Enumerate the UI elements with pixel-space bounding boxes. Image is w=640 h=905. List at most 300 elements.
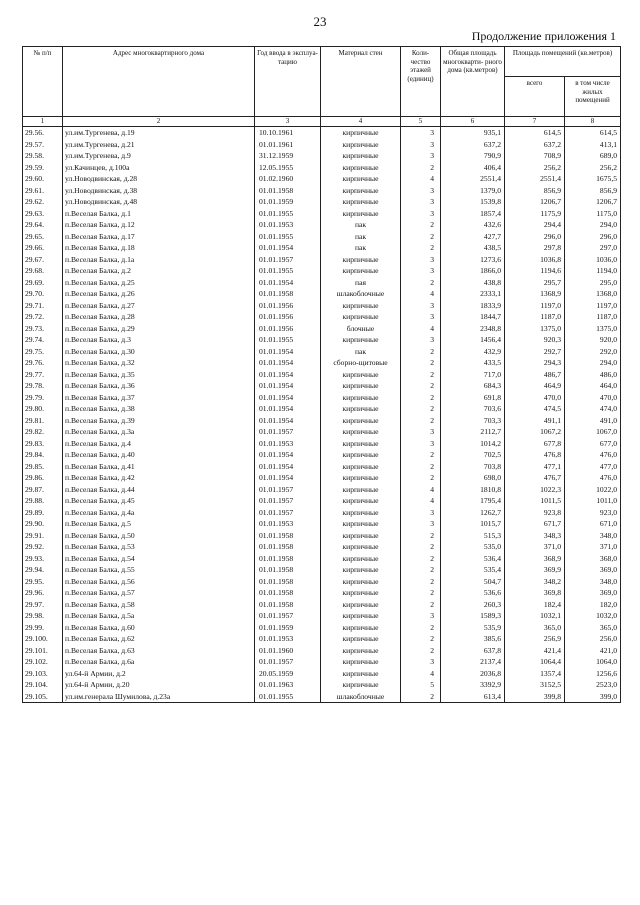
row-premises-total: 1067,2 — [505, 426, 565, 438]
row-premises-total: 920,3 — [505, 334, 565, 346]
row-floors: 3 — [401, 254, 441, 266]
row-total-area: 1456,4 — [441, 334, 505, 346]
row-wall-material: пак — [321, 219, 401, 231]
row-year: 01.01.1954 — [255, 380, 321, 392]
row-premises-total: 1036,8 — [505, 254, 565, 266]
table-row — [23, 484, 621, 496]
row-total-area: 1014,2 — [441, 438, 505, 450]
column-number: 6 — [441, 117, 505, 127]
row-wall-material: кирпичные — [321, 150, 401, 162]
row-year: 01.01.1954 — [255, 357, 321, 369]
row-number: 29.77. — [23, 369, 63, 381]
row-premises-total: 476,8 — [505, 449, 565, 461]
row-wall-material: кирпичные — [321, 334, 401, 346]
row-premises-residential: 294,0 — [565, 219, 621, 231]
row-total-area: 2551,4 — [441, 173, 505, 185]
row-premises-total: 1357,4 — [505, 668, 565, 680]
row-total-area: 637,8 — [441, 645, 505, 657]
row-premises-total: 348,3 — [505, 530, 565, 542]
row-floors: 3 — [401, 150, 441, 162]
row-premises-total: 923,8 — [505, 507, 565, 519]
row-wall-material: кирпичные — [321, 530, 401, 542]
table-row — [23, 507, 621, 519]
row-address: п.Веселая Балка, д.30 — [63, 346, 255, 358]
row-number: 29.90. — [23, 518, 63, 530]
row-wall-material: кирпичные — [321, 265, 401, 277]
row-total-area: 637,2 — [441, 139, 505, 151]
table-row — [23, 288, 621, 300]
row-premises-total: 256,2 — [505, 162, 565, 174]
row-year: 01.01.1954 — [255, 242, 321, 254]
row-premises-residential: 368,0 — [565, 553, 621, 565]
row-wall-material: кирпичные — [321, 403, 401, 415]
row-address: п.Веселая Балка, д.60 — [63, 622, 255, 634]
row-total-area: 613,4 — [441, 691, 505, 703]
row-floors: 2 — [401, 553, 441, 565]
row-premises-residential: 1032,0 — [565, 610, 621, 622]
table-row — [23, 334, 621, 346]
row-address: п.Веселая Балка, д.12 — [63, 219, 255, 231]
row-number: 29.78. — [23, 380, 63, 392]
row-number: 29.87. — [23, 484, 63, 496]
row-number: 29.82. — [23, 426, 63, 438]
row-wall-material: кирпичные — [321, 495, 401, 507]
row-year: 01.01.1955 — [255, 691, 321, 703]
row-address: п.Веселая Балка, д.44 — [63, 484, 255, 496]
row-floors: 2 — [401, 392, 441, 404]
row-total-area: 2036,8 — [441, 668, 505, 680]
row-address: п.Веселая Балка, д.6а — [63, 656, 255, 668]
row-floors: 2 — [401, 587, 441, 599]
table-row — [23, 219, 621, 231]
row-number: 29.72. — [23, 311, 63, 323]
row-wall-material: кирпичные — [321, 610, 401, 622]
row-wall-material: кирпичные — [321, 127, 401, 139]
row-wall-material: пак — [321, 242, 401, 254]
row-premises-residential: 1022,0 — [565, 484, 621, 496]
table-row — [23, 530, 621, 542]
table-row — [23, 599, 621, 611]
table-row — [23, 587, 621, 599]
row-premises-residential: 297,0 — [565, 242, 621, 254]
table-row — [23, 564, 621, 576]
row-premises-residential: 1368,0 — [565, 288, 621, 300]
page-number: 23 — [313, 14, 327, 29]
row-total-area: 535,0 — [441, 541, 505, 553]
row-year: 01.01.1953 — [255, 633, 321, 645]
row-address: п.Веселая Балка, д.27 — [63, 300, 255, 312]
row-number: 29.73. — [23, 323, 63, 335]
row-floors: 4 — [401, 668, 441, 680]
row-premises-residential: 348,0 — [565, 576, 621, 588]
row-floors: 3 — [401, 518, 441, 530]
row-wall-material: кирпичные — [321, 461, 401, 473]
table-row — [23, 691, 621, 703]
row-floors: 3 — [401, 656, 441, 668]
row-total-area: 717,0 — [441, 369, 505, 381]
row-premises-total: 671,7 — [505, 518, 565, 530]
row-address: п.Веселая Балка, д.17 — [63, 231, 255, 243]
row-premises-residential: 256,0 — [565, 633, 621, 645]
row-address: п.Веселая Балка, д.53 — [63, 541, 255, 553]
row-number: 29.104. — [23, 679, 63, 691]
row-wall-material: кирпичные — [321, 484, 401, 496]
row-number: 29.105. — [23, 691, 63, 703]
row-wall-material: кирпичные — [321, 162, 401, 174]
row-floors: 4 — [401, 495, 441, 507]
row-number: 29.61. — [23, 185, 63, 197]
row-premises-residential: 1194,0 — [565, 265, 621, 277]
row-address: ул.им.Тургенева, д.19 — [63, 127, 255, 139]
row-number: 29.94. — [23, 564, 63, 576]
table-row — [23, 668, 621, 680]
row-year: 01.01.1956 — [255, 323, 321, 335]
table-row — [23, 622, 621, 634]
row-premises-residential: 2523,0 — [565, 679, 621, 691]
row-address: п.Веселая Балка, д.32 — [63, 357, 255, 369]
row-number: 29.70. — [23, 288, 63, 300]
row-year: 01.01.1955 — [255, 334, 321, 346]
row-address: п.Веселая Балка, д.38 — [63, 403, 255, 415]
row-wall-material: кирпичные — [321, 369, 401, 381]
row-year: 01.01.1958 — [255, 553, 321, 565]
table-row — [23, 518, 621, 530]
row-floors: 2 — [401, 622, 441, 634]
row-premises-residential: 856,9 — [565, 185, 621, 197]
header-premises-residential: в том числе жилых помещений — [565, 77, 621, 117]
row-address: п.Веселая Балка, д.4а — [63, 507, 255, 519]
table-row — [23, 645, 621, 657]
row-floors: 2 — [401, 219, 441, 231]
row-total-area: 535,4 — [441, 564, 505, 576]
row-wall-material: кирпичные — [321, 587, 401, 599]
row-wall-material: пая — [321, 277, 401, 289]
row-number: 29.62. — [23, 196, 63, 208]
row-year: 01.01.1958 — [255, 564, 321, 576]
row-year: 01.01.1954 — [255, 369, 321, 381]
row-premises-residential: 1256,6 — [565, 668, 621, 680]
row-premises-total: 677,8 — [505, 438, 565, 450]
row-floors: 4 — [401, 288, 441, 300]
row-address: п.Веселая Балка, д.18 — [63, 242, 255, 254]
row-wall-material: кирпичные — [321, 196, 401, 208]
row-year: 10.10.1961 — [255, 127, 321, 139]
row-total-area: 406,4 — [441, 162, 505, 174]
row-total-area: 935,1 — [441, 127, 505, 139]
row-year: 31.12.1959 — [255, 150, 321, 162]
row-floors: 2 — [401, 415, 441, 427]
row-address: ул.Новодвинская, д.28 — [63, 173, 255, 185]
row-total-area: 1857,4 — [441, 208, 505, 220]
table-row — [23, 196, 621, 208]
row-number: 29.102. — [23, 656, 63, 668]
row-year: 01.01.1958 — [255, 541, 321, 553]
row-floors: 2 — [401, 346, 441, 358]
row-year: 01.01.1954 — [255, 277, 321, 289]
row-number: 29.84. — [23, 449, 63, 461]
row-premises-residential: 371,0 — [565, 541, 621, 553]
row-wall-material: кирпичные — [321, 392, 401, 404]
row-total-area: 260,3 — [441, 599, 505, 611]
column-number: 1 — [23, 117, 63, 127]
row-wall-material: кирпичные — [321, 645, 401, 657]
column-number: 5 — [401, 117, 441, 127]
row-year: 01.01.1954 — [255, 392, 321, 404]
row-number: 29.57. — [23, 139, 63, 151]
row-number: 29.79. — [23, 392, 63, 404]
row-premises-total: 1206,7 — [505, 196, 565, 208]
header-premises-all: всего — [505, 77, 565, 117]
row-floors: 2 — [401, 472, 441, 484]
row-address: п.Веселая Балка, д.3 — [63, 334, 255, 346]
row-address: п.Веселая Балка, д.26 — [63, 288, 255, 300]
row-premises-residential: 474,0 — [565, 403, 621, 415]
table-row — [23, 679, 621, 691]
row-number: 29.68. — [23, 265, 63, 277]
row-total-area: 684,3 — [441, 380, 505, 392]
row-total-area: 1539,8 — [441, 196, 505, 208]
row-floors: 3 — [401, 265, 441, 277]
row-floors: 2 — [401, 530, 441, 542]
row-total-area: 790,9 — [441, 150, 505, 162]
row-address: п.Веселая Балка, д.2 — [63, 265, 255, 277]
row-floors: 2 — [401, 645, 441, 657]
row-premises-total: 1032,1 — [505, 610, 565, 622]
row-premises-total: 486,7 — [505, 369, 565, 381]
row-premises-total: 368,9 — [505, 553, 565, 565]
row-number: 29.76. — [23, 357, 63, 369]
row-floors: 2 — [401, 541, 441, 553]
header-material: Материал стен — [321, 47, 401, 117]
table-row — [23, 610, 621, 622]
row-total-area: 438,8 — [441, 277, 505, 289]
row-number: 29.103. — [23, 668, 63, 680]
row-year: 01.01.1953 — [255, 438, 321, 450]
row-floors: 3 — [401, 311, 441, 323]
row-address: п.Веселая Балка, д.25 — [63, 277, 255, 289]
row-premises-residential: 256,2 — [565, 162, 621, 174]
table-body — [23, 127, 621, 703]
apartment-buildings-table — [22, 46, 621, 703]
row-premises-total: 348,2 — [505, 576, 565, 588]
row-floors: 2 — [401, 369, 441, 381]
table-row — [23, 277, 621, 289]
table-row — [23, 472, 621, 484]
row-number: 29.101. — [23, 645, 63, 657]
row-premises-residential: 296,0 — [565, 231, 621, 243]
row-address: ул.Новодвинская, д.48 — [63, 196, 255, 208]
row-premises-residential: 413,1 — [565, 139, 621, 151]
row-floors: 3 — [401, 185, 441, 197]
row-premises-residential: 369,0 — [565, 587, 621, 599]
row-wall-material: шлакоблочные — [321, 288, 401, 300]
row-floors: 4 — [401, 484, 441, 496]
row-year: 01.01.1956 — [255, 311, 321, 323]
row-total-area: 433,5 — [441, 357, 505, 369]
table-row — [23, 576, 621, 588]
table-row — [23, 242, 621, 254]
row-wall-material: кирпичные — [321, 380, 401, 392]
row-floors: 2 — [401, 162, 441, 174]
row-floors: 2 — [401, 380, 441, 392]
row-address: п.Веселая Балка, д.4 — [63, 438, 255, 450]
row-year: 01.01.1953 — [255, 219, 321, 231]
row-year: 01.01.1957 — [255, 484, 321, 496]
row-wall-material: кирпичные — [321, 656, 401, 668]
row-year: 01.01.1954 — [255, 346, 321, 358]
row-floors: 2 — [401, 564, 441, 576]
row-address: п.Веселая Балка, д.40 — [63, 449, 255, 461]
row-total-area: 432,6 — [441, 219, 505, 231]
row-wall-material: кирпичные — [321, 139, 401, 151]
column-number-row — [23, 117, 621, 127]
table-row — [23, 300, 621, 312]
row-number: 29.86. — [23, 472, 63, 484]
row-premises-residential: 689,0 — [565, 150, 621, 162]
row-year: 01.01.1958 — [255, 288, 321, 300]
row-wall-material: кирпичные — [321, 173, 401, 185]
table-row — [23, 311, 621, 323]
row-wall-material: кирпичные — [321, 518, 401, 530]
table-row — [23, 185, 621, 197]
row-premises-residential: 182,0 — [565, 599, 621, 611]
row-wall-material: кирпичные — [321, 507, 401, 519]
table-row — [23, 162, 621, 174]
row-floors: 3 — [401, 300, 441, 312]
row-total-area: 536,6 — [441, 587, 505, 599]
row-year: 01.01.1960 — [255, 645, 321, 657]
column-number: 3 — [255, 117, 321, 127]
row-wall-material: кирпичные — [321, 553, 401, 565]
row-address: п.Веселая Балка, д.54 — [63, 553, 255, 565]
row-total-area: 432,9 — [441, 346, 505, 358]
row-premises-total: 1064,4 — [505, 656, 565, 668]
row-premises-residential: 295,0 — [565, 277, 621, 289]
row-premises-residential: 292,0 — [565, 346, 621, 358]
row-address: п.Веселая Балка, д.56 — [63, 576, 255, 588]
row-floors: 2 — [401, 242, 441, 254]
row-number: 29.74. — [23, 334, 63, 346]
row-address: п.Веселая Балка, д.28 — [63, 311, 255, 323]
row-premises-residential: 1064,0 — [565, 656, 621, 668]
column-number: 4 — [321, 117, 401, 127]
table-row — [23, 208, 621, 220]
row-wall-material: шлакоблочные — [321, 691, 401, 703]
table-row — [23, 392, 621, 404]
row-total-area: 1833,9 — [441, 300, 505, 312]
row-total-area: 691,8 — [441, 392, 505, 404]
row-address: п.Веселая Балка, д.45 — [63, 495, 255, 507]
row-premises-total: 708,9 — [505, 150, 565, 162]
row-premises-residential: 923,0 — [565, 507, 621, 519]
row-year: 01.01.1958 — [255, 185, 321, 197]
row-address: ул.Качинцев, д.100а — [63, 162, 255, 174]
row-number: 29.67. — [23, 254, 63, 266]
row-wall-material: кирпичные — [321, 426, 401, 438]
row-number: 29.56. — [23, 127, 63, 139]
row-number: 29.60. — [23, 173, 63, 185]
table-row — [23, 127, 621, 139]
row-premises-total: 256,9 — [505, 633, 565, 645]
header-area-total: Общая площадь многокварти- рного дома (кв.метров) — [441, 47, 505, 117]
row-number: 29.89. — [23, 507, 63, 519]
row-premises-residential: 421,0 — [565, 645, 621, 657]
row-wall-material: кирпичные — [321, 564, 401, 576]
row-total-area: 504,7 — [441, 576, 505, 588]
row-wall-material: кирпичные — [321, 185, 401, 197]
row-address: ул.Новодвинская, д.38 — [63, 185, 255, 197]
row-premises-total: 464,9 — [505, 380, 565, 392]
row-year: 01.01.1959 — [255, 196, 321, 208]
row-premises-residential: 1036,0 — [565, 254, 621, 266]
row-number: 29.95. — [23, 576, 63, 588]
row-number: 29.64. — [23, 219, 63, 231]
row-wall-material: кирпичные — [321, 668, 401, 680]
row-address: п.Веселая Балка, д.42 — [63, 472, 255, 484]
row-premises-total: 474,5 — [505, 403, 565, 415]
row-premises-residential: 1175,0 — [565, 208, 621, 220]
table-row — [23, 449, 621, 461]
row-total-area: 1844,7 — [441, 311, 505, 323]
row-premises-residential: 1675,5 — [565, 173, 621, 185]
row-total-area: 703,3 — [441, 415, 505, 427]
row-total-area: 698,0 — [441, 472, 505, 484]
row-number: 29.65. — [23, 231, 63, 243]
row-year: 01.01.1957 — [255, 507, 321, 519]
row-address: п.Веселая Балка, д.5 — [63, 518, 255, 530]
row-address: ул.им.генерала Шумилова, д.23а — [63, 691, 255, 703]
row-wall-material: кирпичные — [321, 599, 401, 611]
row-address: п.Веселая Балка, д.36 — [63, 380, 255, 392]
row-premises-total: 292,7 — [505, 346, 565, 358]
row-number: 29.96. — [23, 587, 63, 599]
row-premises-residential: 470,0 — [565, 392, 621, 404]
row-total-area: 2348,8 — [441, 323, 505, 335]
row-floors: 3 — [401, 426, 441, 438]
row-number: 29.66. — [23, 242, 63, 254]
row-address: ул.64-й Армии, д.2 — [63, 668, 255, 680]
row-floors: 2 — [401, 633, 441, 645]
row-premises-total: 369,9 — [505, 564, 565, 576]
row-number: 29.98. — [23, 610, 63, 622]
row-premises-residential: 677,0 — [565, 438, 621, 450]
table-row — [23, 426, 621, 438]
row-year: 01.01.1955 — [255, 208, 321, 220]
table-row — [23, 265, 621, 277]
row-total-area: 536,4 — [441, 553, 505, 565]
table-row — [23, 438, 621, 450]
row-number: 29.71. — [23, 300, 63, 312]
row-floors: 2 — [401, 277, 441, 289]
row-number: 29.69. — [23, 277, 63, 289]
row-premises-total: 294,3 — [505, 357, 565, 369]
row-wall-material: кирпичные — [321, 415, 401, 427]
row-total-area: 1589,3 — [441, 610, 505, 622]
row-premises-residential: 476,0 — [565, 449, 621, 461]
row-year: 01.01.1957 — [255, 495, 321, 507]
row-year: 01.01.1954 — [255, 403, 321, 415]
row-premises-total: 421,4 — [505, 645, 565, 657]
row-address: п.Веселая Балка, д.58 — [63, 599, 255, 611]
row-premises-residential: 614,5 — [565, 127, 621, 139]
row-year: 01.01.1958 — [255, 587, 321, 599]
table-row — [23, 403, 621, 415]
row-number: 29.100. — [23, 633, 63, 645]
row-premises-total: 297,8 — [505, 242, 565, 254]
row-premises-residential: 1067,0 — [565, 426, 621, 438]
row-wall-material: кирпичные — [321, 449, 401, 461]
row-premises-residential: 1375,0 — [565, 323, 621, 335]
